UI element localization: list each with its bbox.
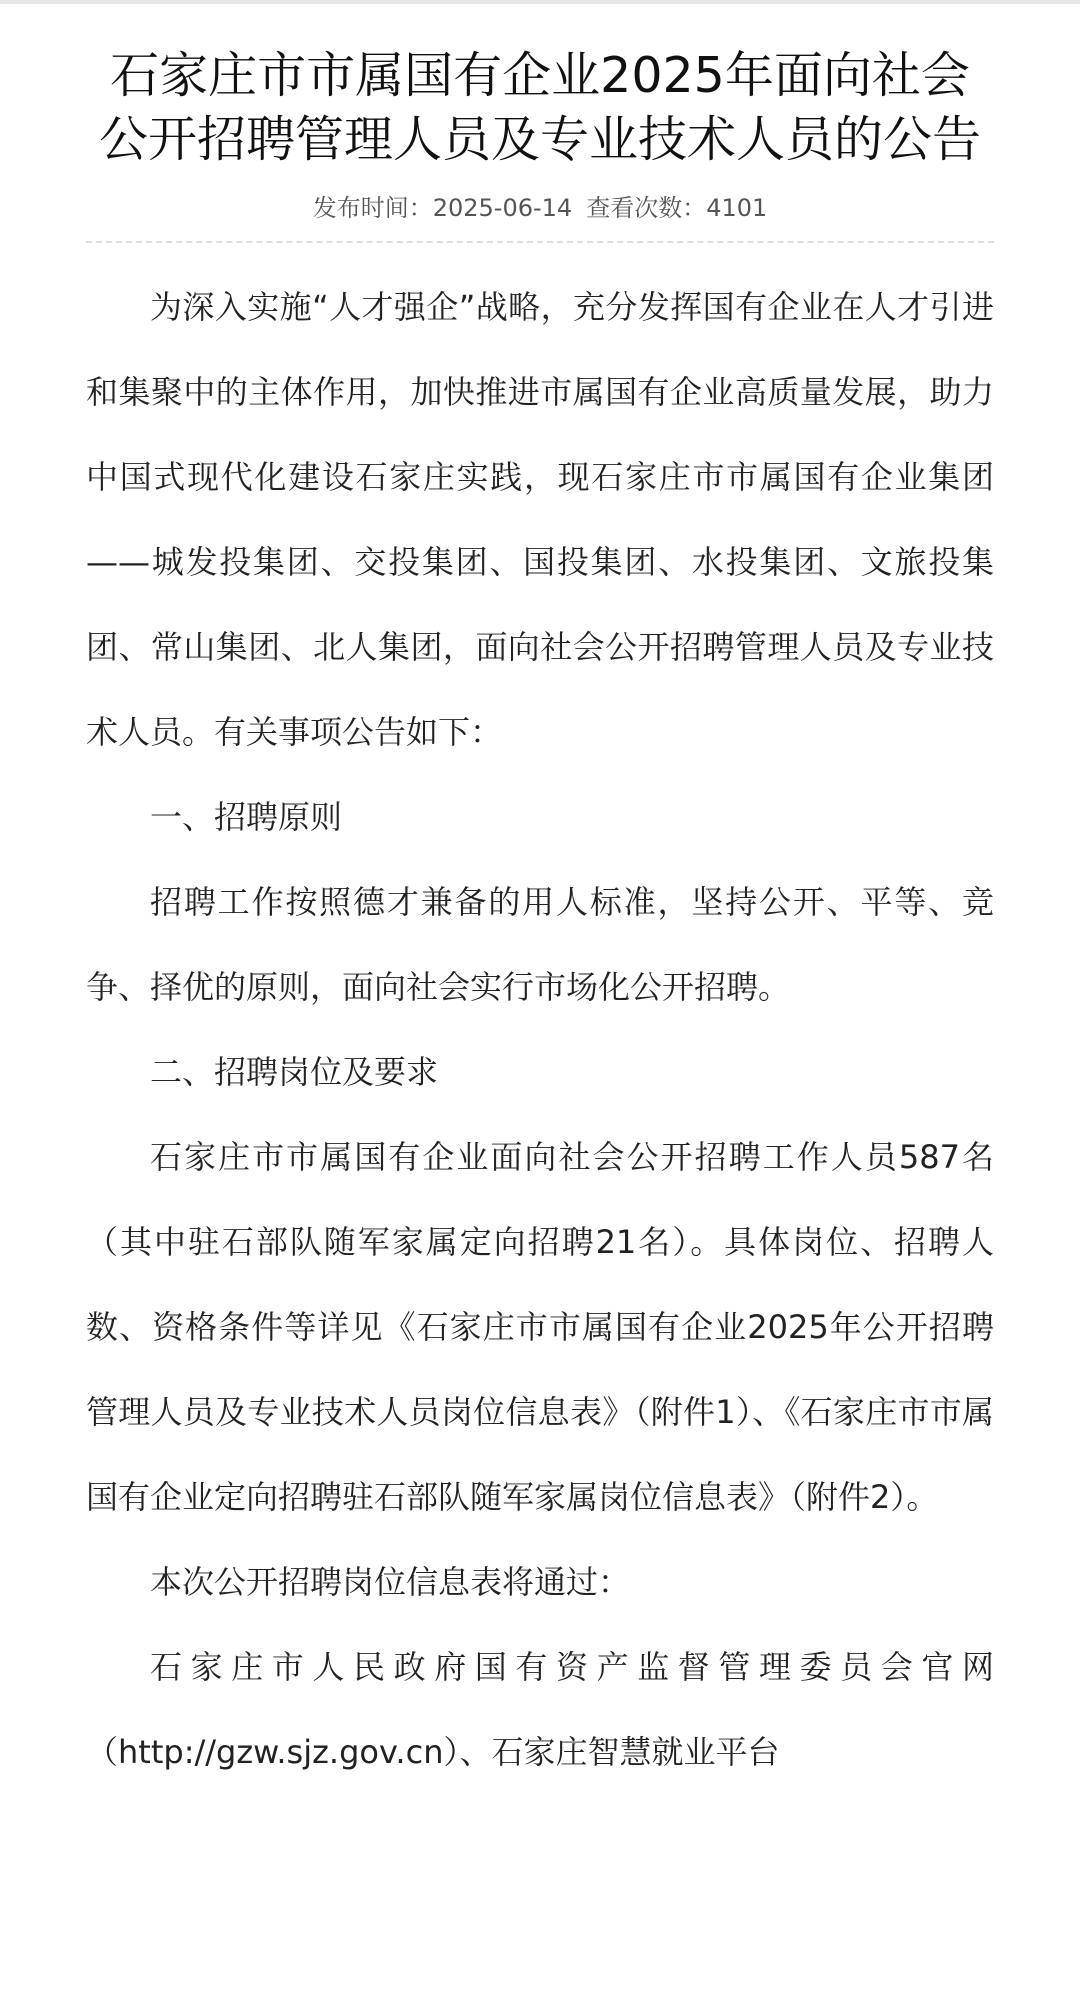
principles-paragraph: 招聘工作按照德才兼备的用人标准，坚持公开、平等、竞争、择优的原则，面向社会实行市场化公开招聘。	[86, 883, 994, 1006]
publish-label: 发布时间：	[312, 194, 433, 222]
section-heading-positions: 二、招聘岗位及要求	[150, 1053, 439, 1091]
publication-channels-paragraph: 石家庄市人民政府国有资产监督管理委员会官网（http://gzw.sjz.gov.cn）、石家庄智慧就业平台	[86, 1648, 994, 1771]
article-body	[86, 265, 994, 1795]
positions-paragraph: 石家庄市市属国有企业面向社会公开招聘工作人员587名（其中驻石部队随军家属定向招聘21名）。具体岗位、招聘人数、资格条件等详见《石家庄市市属国有企业2025年公开招聘管理人员及专业技术人员岗位信息表》（附件1）、《石家庄市市属国有企业定向招聘驻石部队随军家属岗位信息表》（附件2）。	[86, 1138, 994, 1516]
publish-date: 2025-06-14	[432, 194, 573, 222]
article-meta	[86, 188, 994, 243]
intro-paragraph: 为深入实施“人才强企”战略，充分发挥国有企业在人才引进和集聚中的主体作用，加快推进市属国有企业高质量发展，助力中国式现代化建设石家庄实践，现石家庄市市属国有企业集团——城发投集团、交投集团、国投集团、水投集团、文旅投集团、常山集团、北人集团，面向社会公开招聘管理人员及专业技术人员。有关事项公告如下：	[86, 288, 994, 751]
article	[0, 4, 1080, 1795]
views-label: 查看次数：	[586, 194, 707, 222]
page-title: 石家庄市市属国有企业2025年面向社会公开招聘管理人员及专业技术人员的公告	[98, 47, 981, 168]
views-count: 4101	[706, 194, 768, 222]
section-heading-principles: 一、招聘原则	[150, 798, 343, 836]
publication-intro-paragraph: 本次公开招聘岗位信息表将通过：	[150, 1563, 631, 1601]
